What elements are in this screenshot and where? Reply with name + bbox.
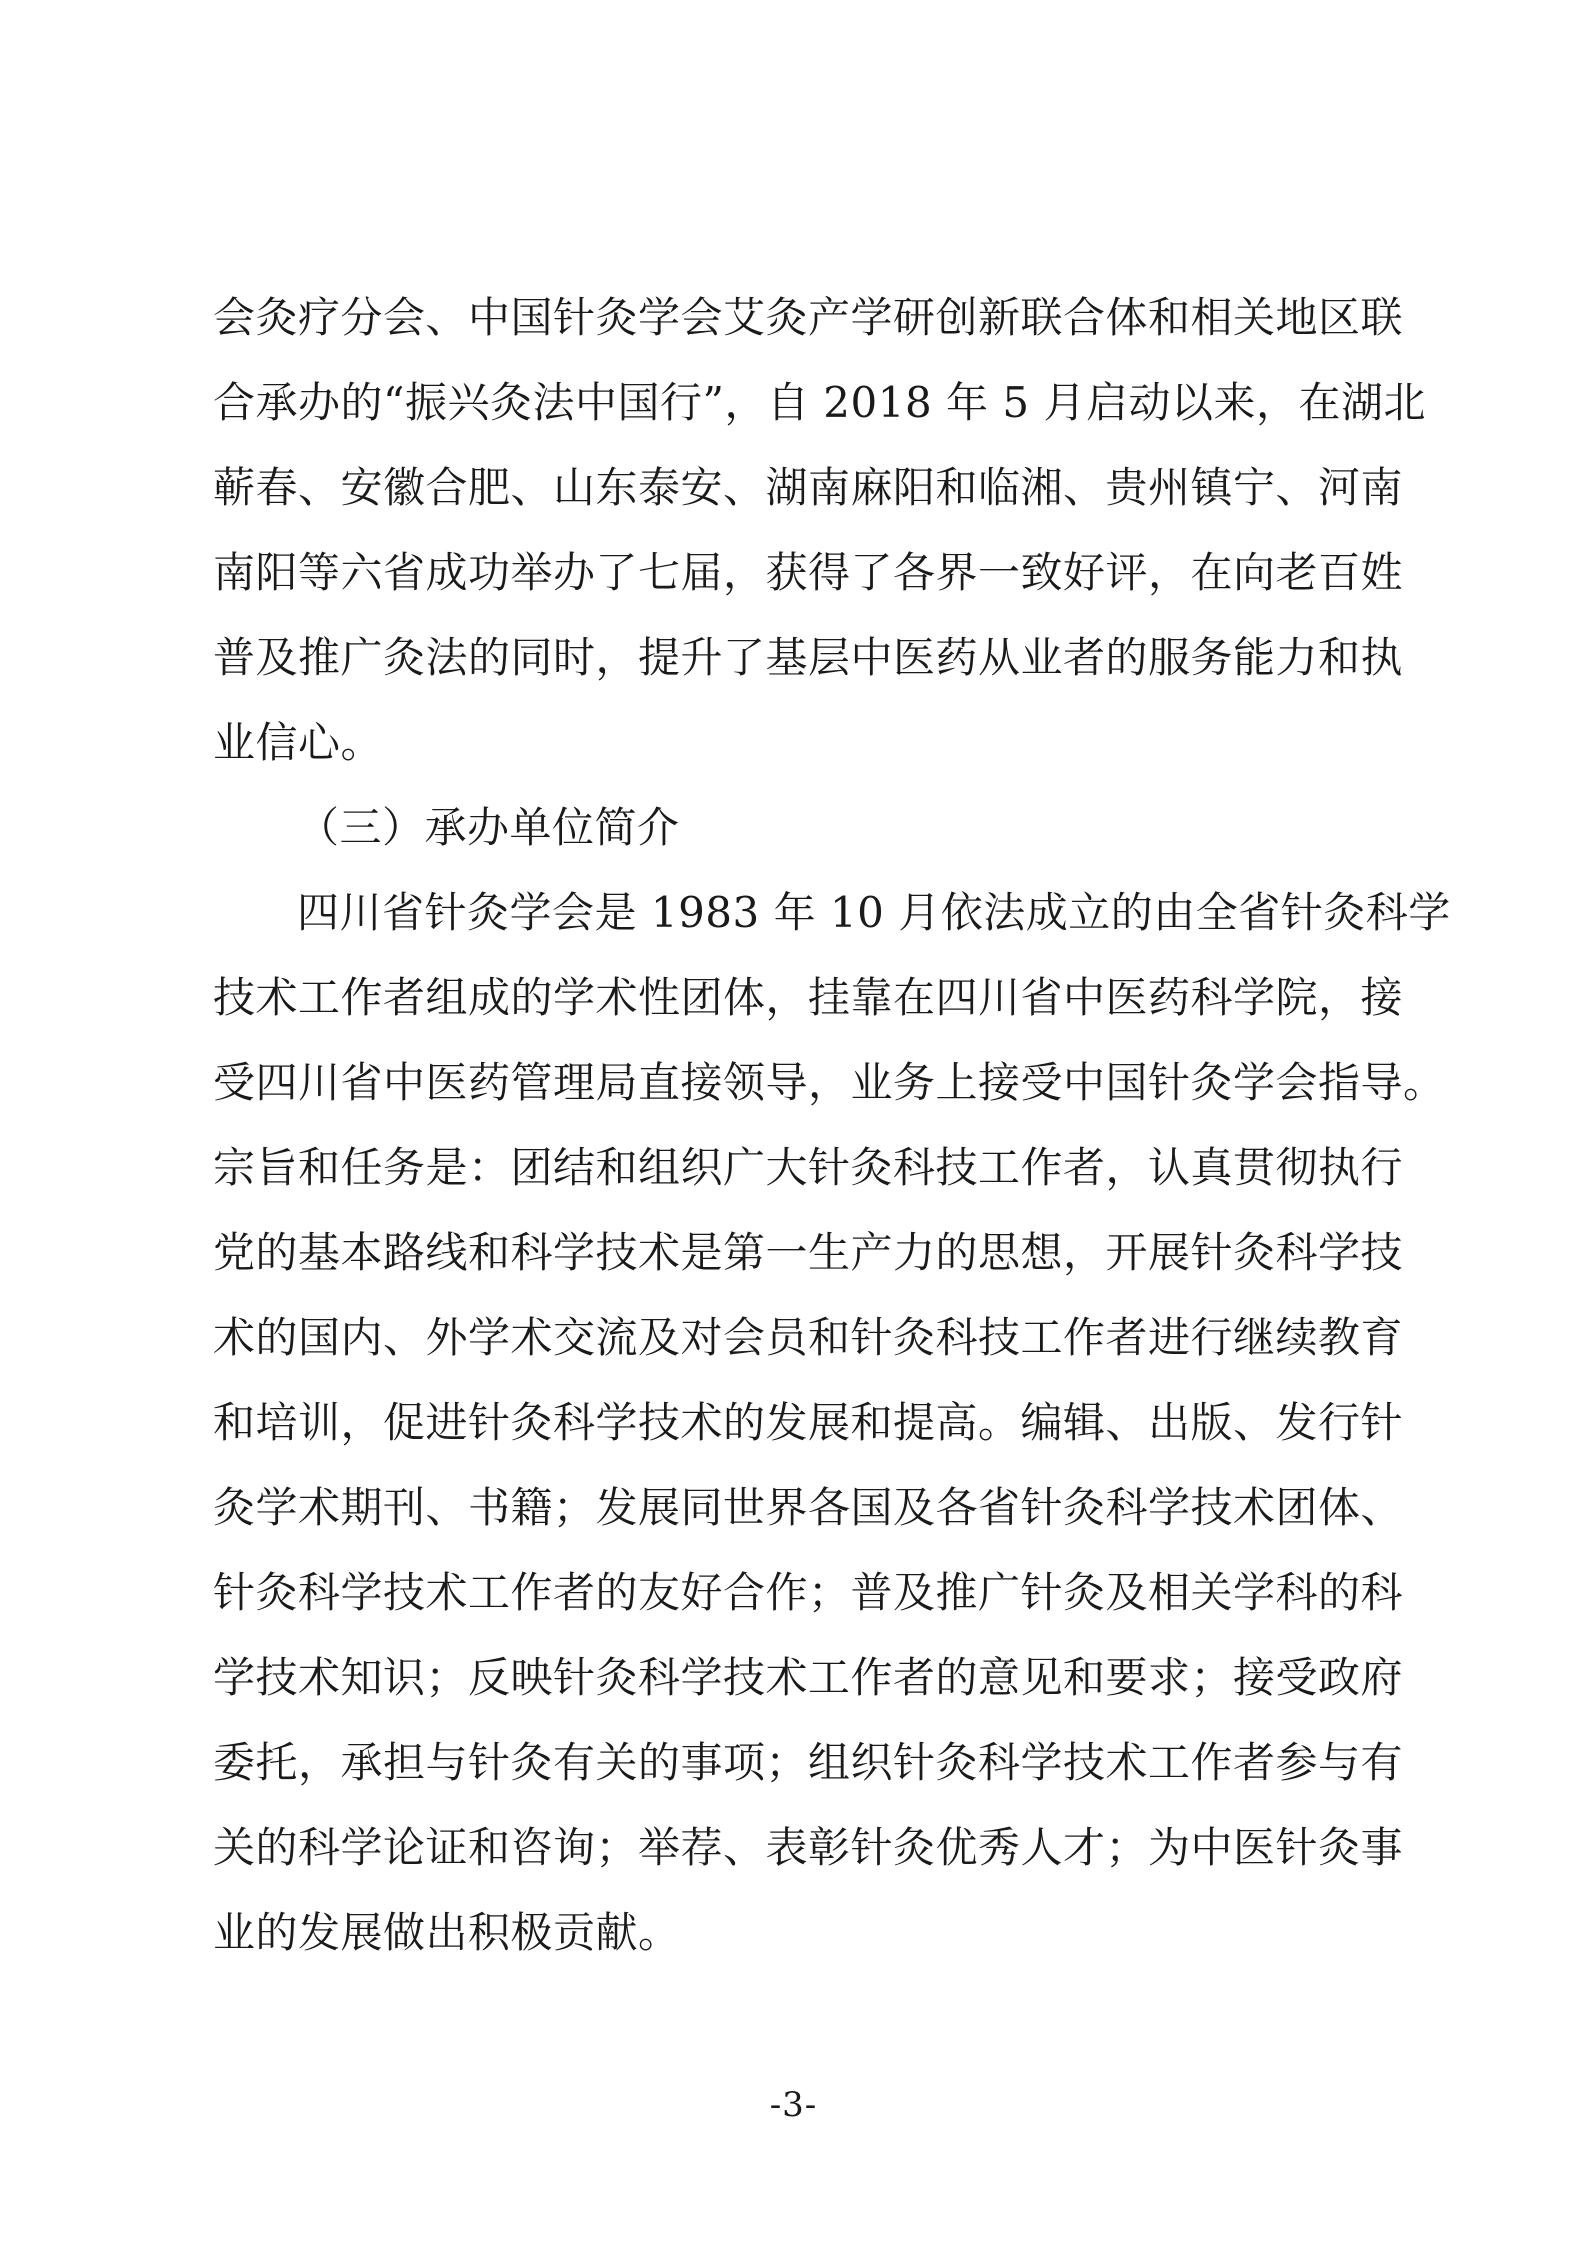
paragraph-1-line-1: 会灸疗分会、中国针灸学会艾灸产学研创新联合体和相关地区联 <box>213 293 1404 342</box>
paragraph-1-line-4: 南阳等六省成功举办了七届，获得了各界一致好评，在向老百姓 <box>213 548 1404 597</box>
paragraph-1-line-6: 业信心。 <box>213 718 384 767</box>
paragraph-2-line-12: 关的科学论证和咨询；举荐、表彰针灸优秀人才；为中医针灸事 <box>213 1823 1404 1872</box>
paragraph-2-line-3: 受四川省中医药管理局直接领导，业务上接受中国针灸学会指导。 <box>213 1058 1446 1107</box>
paragraph-1-line-3: 蕲春、安徽合肥、山东泰安、湖南麻阳和临湘、贵州镇宁、河南 <box>213 463 1404 512</box>
page-number: -3- <box>769 2085 818 2125</box>
paragraph-2-line-4: 宗旨和任务是：团结和组织广大针灸科技工作者，认真贯彻执行 <box>213 1143 1404 1192</box>
paragraph-2-line-10: 学技术知识；反映针灸科学技术工作者的意见和要求；接受政府 <box>213 1653 1404 1702</box>
paragraph-1-line-2: 合承办的“振兴灸法中国行”，自 2018 年 5 月启动以来，在湖北 <box>213 378 1426 427</box>
paragraph-1-line-5: 普及推广灸法的同时，提升了基层中医药从业者的服务能力和执 <box>213 633 1404 682</box>
section-heading: （三）承办单位简介 <box>297 803 680 852</box>
paragraph-2-line-5: 党的基本路线和科学技术是第一生产力的思想，开展针灸科学技 <box>213 1228 1404 1277</box>
paragraph-2-line-11: 委托，承担与针灸有关的事项；组织针灸科学技术工作者参与有 <box>213 1738 1404 1787</box>
paragraph-2-line-6: 术的国内、外学术交流及对会员和针灸科技工作者进行继续教育 <box>213 1313 1404 1362</box>
paragraph-2-line-7: 和培训，促进针灸科学技术的发展和提高。编辑、出版、发行针 <box>213 1398 1404 1447</box>
paragraph-2-line-9: 针灸科学技术工作者的友好合作；普及推广针灸及相关学科的科 <box>213 1568 1404 1617</box>
paragraph-2-line-13: 业的发展做出积极贡献。 <box>213 1908 681 1957</box>
paragraph-2-line-1: 四川省针灸学会是 1983 年 10 月依法成立的由全省针灸科学 <box>297 888 1451 937</box>
paragraph-2-line-8: 灸学术期刊、书籍；发展同世界各国及各省针灸科学技术团体、 <box>213 1483 1404 1532</box>
paragraph-2-line-2: 技术工作者组成的学术性团体，挂靠在四川省中医药科学院，接 <box>213 973 1404 1022</box>
